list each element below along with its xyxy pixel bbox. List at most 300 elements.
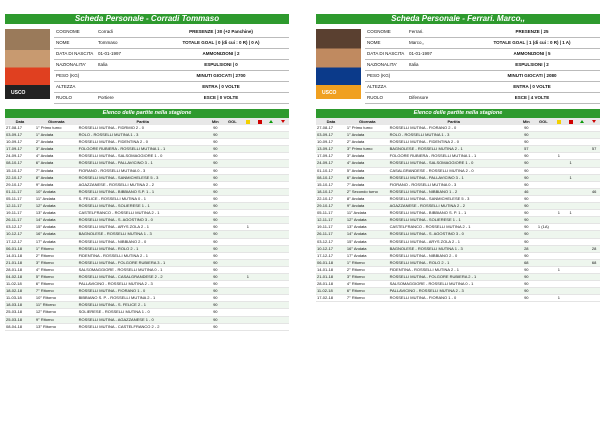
- yellow-cards-cell: [553, 139, 565, 146]
- player-photo: [5, 29, 50, 99]
- sub-in-cell: [265, 210, 277, 217]
- table-row: [316, 266, 600, 273]
- matchday-cell: 14° Andata: [346, 231, 389, 238]
- table-row: [5, 132, 289, 139]
- yellow-cards-cell: [242, 252, 254, 259]
- sub-out-cell: [588, 181, 600, 188]
- sub-out-cell: [588, 288, 600, 295]
- sub-in-cell: [265, 132, 277, 139]
- goals-cell: [223, 139, 242, 146]
- info-label: RUOLO: [367, 95, 384, 100]
- matchday-cell: 3° Andata: [35, 146, 78, 153]
- goals-cell: [534, 188, 553, 195]
- minutes-cell: 90: [208, 139, 223, 146]
- table-row: [316, 125, 600, 132]
- yellow-cards-cell: [242, 316, 254, 323]
- date-cell: 17-12-17: [5, 238, 35, 245]
- yellow-cards-cell: [553, 174, 565, 181]
- red-cards-cell: [254, 231, 266, 238]
- match-cell: ROSSELLI MUTINA - ROLO 2 - 1: [389, 259, 519, 266]
- yellow-cards-cell: [553, 231, 565, 238]
- info-value: [98, 82, 153, 92]
- table-row: [316, 281, 600, 288]
- info-stat: MINUTI GIOCATI | 2700: [196, 73, 246, 78]
- sub-in-cell: [265, 259, 277, 266]
- info-value: Portiere: [98, 95, 114, 100]
- table-row: [316, 160, 600, 167]
- sub-out-cell: [277, 195, 289, 202]
- sub-in-cell: [265, 288, 277, 295]
- match-cell: AGAZZANESE - ROSSELLI MUTINA 2 - 2: [78, 181, 208, 188]
- sub-out-cell: [588, 174, 600, 181]
- minutes-cell: 90: [519, 139, 534, 146]
- red-cards-cell: [254, 167, 266, 174]
- info-value: Difensore: [409, 95, 429, 100]
- yellow-cards-cell: [242, 146, 254, 153]
- goals-cell: [223, 125, 242, 132]
- info-label: NAZIONALITA': [56, 62, 87, 67]
- yellow-cards-cell: [242, 210, 254, 217]
- minutes-cell: 90: [519, 181, 534, 188]
- minutes-cell: 90: [519, 153, 534, 160]
- sub-out-cell: [277, 309, 289, 316]
- matchday-cell: 7° Ritorno: [346, 295, 389, 302]
- table-row: [316, 295, 600, 302]
- minutes-cell: 90: [208, 174, 223, 181]
- matchday-cell: 10° Andata: [35, 188, 78, 195]
- card-title: Scheda Personale - Ferrari. Marco,,: [316, 14, 600, 24]
- red-cards-cell: [565, 167, 577, 174]
- table-row: [316, 231, 600, 238]
- minutes-cell: 90: [208, 288, 223, 295]
- matchday-cell: 2° Andata: [35, 139, 78, 146]
- sponsor-logo: USCO: [11, 90, 26, 96]
- table-row: [5, 139, 289, 146]
- goals-cell: [223, 302, 242, 309]
- yellow-cards-cell: [553, 146, 565, 153]
- red-cards-cell: [565, 238, 577, 245]
- sub-in-cell: [265, 273, 277, 280]
- table-row: [316, 153, 600, 160]
- sub-in-cell: [576, 252, 588, 259]
- sub-in-cell: [265, 217, 277, 224]
- table-row: [5, 217, 289, 224]
- matches-heading: Elenco delle partite nella stagione: [316, 109, 600, 118]
- matchday-cell: 3° Ritorno: [346, 273, 389, 280]
- minutes-cell: 90: [519, 174, 534, 181]
- sub-in-cell: [576, 266, 588, 273]
- yellow-cards-cell: 1: [242, 224, 254, 231]
- table-row: [5, 146, 289, 153]
- sub-in-cell: [576, 273, 588, 280]
- date-cell: 11-02-18: [316, 288, 346, 295]
- table-row: [5, 273, 289, 280]
- yellow-cards-cell: [242, 160, 254, 167]
- matchday-cell: 11° Andata: [35, 195, 78, 202]
- table-row: [316, 174, 600, 181]
- date-cell: 24-09-17: [5, 153, 35, 160]
- date-cell: 22-10-17: [5, 174, 35, 181]
- yellow-cards-cell: [242, 288, 254, 295]
- date-cell: 06-01-18: [316, 259, 346, 266]
- match-cell: ROSSELLI MUTINA - ROLO 2 - 1: [78, 245, 208, 252]
- red-cards-cell: [565, 259, 577, 266]
- goals-cell: [223, 238, 242, 245]
- table-row: [316, 245, 600, 252]
- matches-heading: Elenco delle partite nella stagione: [5, 109, 289, 118]
- sub-out-cell: [277, 245, 289, 252]
- date-cell: 12-11-17: [5, 203, 35, 210]
- matchday-cell: 9° Andata: [35, 181, 78, 188]
- table-row: [5, 316, 289, 323]
- arrow-up-icon: [265, 118, 277, 125]
- goals-cell: [534, 132, 553, 139]
- goals-cell: [534, 231, 553, 238]
- minutes-cell: 57: [519, 146, 534, 153]
- goals-cell: [223, 188, 242, 195]
- yellow-cards-cell: [553, 203, 565, 210]
- player-card-corradi: [5, 14, 289, 331]
- sub-in-cell: [576, 295, 588, 302]
- yellow-cards-cell: [553, 273, 565, 280]
- column-header-match: Partita: [389, 118, 519, 125]
- sub-in-cell: [265, 174, 277, 181]
- yellow-cards-cell: [242, 195, 254, 202]
- red-cards-cell: [254, 273, 266, 280]
- goals-cell: [223, 195, 242, 202]
- goals-cell: [534, 203, 553, 210]
- sub-out-cell: [588, 160, 600, 167]
- date-cell: 24-09-17: [316, 160, 346, 167]
- red-cards-cell: [254, 153, 266, 160]
- info-value: [409, 82, 464, 92]
- minutes-cell: 90: [519, 238, 534, 245]
- sub-out-cell: [588, 224, 600, 231]
- info-row: [365, 38, 600, 49]
- yellow-cards-cell: [553, 217, 565, 224]
- yellow-cards-cell: [242, 309, 254, 316]
- sub-in-cell: [576, 195, 588, 202]
- minutes-cell: 90: [208, 266, 223, 273]
- minutes-cell: 90: [208, 309, 223, 316]
- red-cards-cell: [565, 252, 577, 259]
- sub-out-cell: [588, 153, 600, 160]
- red-cards-cell: [254, 160, 266, 167]
- red-cards-cell: [254, 295, 266, 302]
- yellow-cards-cell: [553, 188, 565, 195]
- info-value: Tommaso: [98, 40, 118, 45]
- minutes-cell: 90: [208, 273, 223, 280]
- sub-out-cell: [277, 153, 289, 160]
- sub-in-cell: [265, 323, 277, 330]
- minutes-cell: 90: [519, 281, 534, 288]
- match-cell: ROSSELLI MUTINA - S. AGOSTINO 3 - 0: [78, 217, 208, 224]
- goals-cell: [223, 203, 242, 210]
- sub-out-cell: [588, 273, 600, 280]
- minutes-cell: 90: [208, 188, 223, 195]
- date-cell: 15-10-17: [5, 167, 35, 174]
- minutes-cell: 90: [519, 224, 534, 231]
- sub-in-cell: [576, 160, 588, 167]
- goals-cell: [223, 210, 242, 217]
- sub-in-cell: [576, 281, 588, 288]
- match-cell: ROLO - ROSSELLI MUTINA 1 - 3: [389, 132, 519, 139]
- sub-in-cell: [265, 238, 277, 245]
- yellow-cards-cell: 1: [553, 210, 565, 217]
- red-cards-cell: [565, 181, 577, 188]
- sub-out-cell: [277, 295, 289, 302]
- info-row: [365, 49, 600, 60]
- sub-out-cell: [277, 181, 289, 188]
- table-row: [5, 160, 289, 167]
- yellow-cards-cell: [242, 153, 254, 160]
- matchday-cell: 1° Ritorno: [35, 245, 78, 252]
- match-cell: S. FELICE - ROSSELLI MUTINA 0 - 1: [78, 195, 208, 202]
- info-value: 01-01-1997: [98, 51, 122, 56]
- info-label: NOME: [367, 40, 381, 45]
- info-stat: ESPULSIONI | 2: [515, 62, 549, 67]
- arrow-up-icon: [576, 118, 588, 125]
- info-row: [54, 49, 289, 60]
- goals-cell: [223, 288, 242, 295]
- matchday-cell: 11° Ritorno: [35, 302, 78, 309]
- sub-out-cell: [277, 259, 289, 266]
- red-cards-cell: [254, 195, 266, 202]
- match-cell: CASALGRANDESE - ROSSELLI MUTINA 2 - 0: [389, 167, 519, 174]
- goals-cell: [223, 160, 242, 167]
- table-row: [316, 210, 600, 217]
- info-stat: ESCE | 0 VOLTE: [203, 95, 239, 100]
- date-cell: 19-11-17: [316, 224, 346, 231]
- matchday-cell: 3° Primo turno: [346, 146, 389, 153]
- sub-in-cell: [265, 125, 277, 132]
- matchday-cell: 2° Andata: [346, 139, 389, 146]
- sub-in-cell: [265, 302, 277, 309]
- minutes-cell: 90: [208, 167, 223, 174]
- info-label: ALTEZZA: [56, 84, 76, 89]
- sponsor-logo: USCO: [322, 90, 337, 96]
- matchday-cell: 1° Primo turno: [35, 125, 78, 132]
- minutes-cell: 90: [208, 181, 223, 188]
- goals-cell: [223, 259, 242, 266]
- goals-cell: 1 (1A): [534, 224, 553, 231]
- minutes-cell: 68: [519, 259, 534, 266]
- sub-in-cell: [265, 309, 277, 316]
- yellow-cards-cell: [553, 195, 565, 202]
- minutes-cell: 90: [208, 146, 223, 153]
- sub-out-cell: [277, 174, 289, 181]
- sub-in-cell: [265, 203, 277, 210]
- match-cell: SOLIERESE - ROSSELLI MUTINA 1 - 0: [78, 309, 208, 316]
- match-cell: ROSSELLI MUTINA - NIBBIANO 2 - 0: [78, 238, 208, 245]
- sub-out-cell: [588, 167, 600, 174]
- column-header-match: Partita: [78, 118, 208, 125]
- yellow-cards-cell: 1: [553, 266, 565, 273]
- sub-out-cell: [277, 139, 289, 146]
- sub-out-cell: [277, 224, 289, 231]
- goals-cell: [534, 181, 553, 188]
- info-grid: [365, 27, 600, 107]
- matchday-cell: 16° Andata: [346, 245, 389, 252]
- date-cell: 05-11-17: [5, 195, 35, 202]
- matchday-cell: 2° Ritorno: [35, 252, 78, 259]
- red-cards-cell: [565, 125, 577, 132]
- column-header-date: Data: [316, 118, 346, 125]
- goals-cell: [223, 224, 242, 231]
- sub-in-cell: [576, 146, 588, 153]
- matchday-cell: 2° Secondo turno: [346, 188, 389, 195]
- sub-out-cell: [277, 210, 289, 217]
- yellow-cards-cell: [553, 160, 565, 167]
- match-cell: PALLAVICINO - ROSSELLI MUTINA 2 - 3: [78, 281, 208, 288]
- yellow-cards-cell: [553, 288, 565, 295]
- yellow-cards-cell: [242, 188, 254, 195]
- matchday-cell: 7° Andata: [35, 167, 78, 174]
- matchday-cell: 1° Ritorno: [346, 259, 389, 266]
- matchday-cell: 12° Ritorno: [35, 309, 78, 316]
- minutes-cell: 90: [519, 266, 534, 273]
- yellow-cards-cell: [553, 181, 565, 188]
- sub-out-cell: [277, 231, 289, 238]
- red-cards-cell: [254, 174, 266, 181]
- sub-in-cell: [576, 174, 588, 181]
- red-cards-cell: [254, 210, 266, 217]
- goals-cell: [534, 139, 553, 146]
- match-cell: ROSSELLI MUTINA - NIBBIANO 1 - 2: [389, 188, 519, 195]
- date-cell: 27-08-17: [5, 125, 35, 132]
- matchday-cell: 12° Andata: [346, 217, 389, 224]
- minutes-cell: 90: [208, 281, 223, 288]
- minutes-cell: 90: [208, 302, 223, 309]
- table-row: [316, 203, 600, 210]
- date-cell: 03-12-17: [316, 238, 346, 245]
- match-cell: BIBBIANO S. P. - ROSSELLI MUTINA 2 - 1: [78, 295, 208, 302]
- date-cell: 29-10-17: [316, 203, 346, 210]
- goals-cell: [223, 146, 242, 153]
- table-header-row: [316, 118, 600, 125]
- arrow-down-icon: [277, 118, 289, 125]
- info-value: Marco,,: [409, 40, 425, 45]
- info-label: PESO (KG): [367, 73, 391, 78]
- goals-cell: [534, 295, 553, 302]
- table-header-row: [5, 118, 289, 125]
- sub-in-cell: [576, 125, 588, 132]
- table-row: [5, 323, 289, 330]
- info-stat: TOTALE GOAL | 0 (di cui : 0 R) | 0 A): [182, 40, 260, 45]
- match-cell: ROSSELLI MUTINA - FIORANO 1 - 0: [78, 288, 208, 295]
- matchday-cell: 5° Andata: [346, 167, 389, 174]
- date-cell: 14-01-18: [316, 266, 346, 273]
- date-cell: 17-02-18: [316, 295, 346, 302]
- sub-out-cell: [277, 160, 289, 167]
- matchday-cell: 4° Andata: [35, 153, 78, 160]
- card-title: Scheda Personale - Corradi Tommaso: [5, 14, 289, 24]
- red-card-icon: [565, 118, 577, 125]
- red-cards-cell: [254, 181, 266, 188]
- match-cell: ROSSELLI MUTINA - FIDENTINA 2 - 0: [78, 139, 208, 146]
- matchday-cell: 6° Ritorno: [35, 281, 78, 288]
- table-row: [5, 195, 289, 202]
- yellow-cards-cell: [553, 245, 565, 252]
- table-row: [316, 132, 600, 139]
- date-cell: 13-09-17: [316, 146, 346, 153]
- goals-cell: [223, 309, 242, 316]
- info-row: [54, 38, 289, 49]
- goals-cell: [223, 132, 242, 139]
- match-cell: ROSSELLI MUTINA - FOLGORE RUBIERA 2 - 1: [389, 273, 519, 280]
- date-cell: 18-03-18: [5, 302, 35, 309]
- red-cards-cell: [565, 224, 577, 231]
- matchday-cell: 9° Andata: [346, 203, 389, 210]
- match-cell: ROSSELLI MUTINA - SOLIERESE 1 - 1: [78, 203, 208, 210]
- info-value: [409, 71, 464, 81]
- goals-cell: [534, 281, 553, 288]
- minutes-cell: 90: [519, 252, 534, 259]
- date-cell: 14-01-18: [5, 252, 35, 259]
- sub-out-cell: [588, 238, 600, 245]
- sub-in-cell: [576, 153, 588, 160]
- red-cards-cell: [565, 295, 577, 302]
- yellow-cards-cell: [242, 167, 254, 174]
- info-row: [54, 27, 289, 38]
- date-cell: 19-11-17: [5, 210, 35, 217]
- matchday-cell: 10° Ritorno: [35, 295, 78, 302]
- info-stat: PRESENZE | 30 (+2 Panchine): [189, 29, 253, 34]
- table-row: [316, 224, 600, 231]
- red-cards-cell: [565, 132, 577, 139]
- minutes-cell: 90: [519, 295, 534, 302]
- red-cards-cell: [254, 238, 266, 245]
- red-cards-cell: [254, 139, 266, 146]
- table-row: [5, 259, 289, 266]
- info-stat: ENTRA | 0 VOLTE: [513, 84, 551, 89]
- table-row: [316, 146, 600, 153]
- sub-out-cell: [277, 302, 289, 309]
- info-label: DATA DI NASCITA: [56, 51, 94, 56]
- sub-out-cell: [588, 210, 600, 217]
- date-cell: 17-09-17: [5, 146, 35, 153]
- minutes-cell: 90: [208, 217, 223, 224]
- info-row: [365, 71, 600, 82]
- table-row: [316, 188, 600, 195]
- yellow-cards-cell: [242, 295, 254, 302]
- matchday-cell: 4° Ritorno: [346, 281, 389, 288]
- yellow-cards-cell: 1: [242, 273, 254, 280]
- match-cell: AGAZZANESE - ROSSELLI MUTINA 2 - 2: [389, 203, 519, 210]
- minutes-cell: 90: [519, 217, 534, 224]
- red-cards-cell: [254, 252, 266, 259]
- yellow-cards-cell: [553, 167, 565, 174]
- matchday-cell: 15° Andata: [35, 224, 78, 231]
- sub-in-cell: [265, 146, 277, 153]
- goals-cell: [223, 316, 242, 323]
- matchday-cell: 15° Andata: [346, 238, 389, 245]
- minutes-cell: 90: [519, 125, 534, 132]
- red-cards-cell: [254, 309, 266, 316]
- goals-cell: [223, 273, 242, 280]
- minutes-cell: 90: [519, 195, 534, 202]
- date-cell: 10-12-17: [316, 245, 346, 252]
- date-cell: 08-10-17: [5, 160, 35, 167]
- matchday-cell: 4° Andata: [346, 160, 389, 167]
- goals-cell: [534, 195, 553, 202]
- player-info: [316, 27, 600, 107]
- match-cell: ROSSELLI MUTINA - PALLAVICINO 3 - 1: [389, 174, 519, 181]
- goals-cell: [534, 153, 553, 160]
- matchday-cell: 7° Ritorno: [35, 288, 78, 295]
- column-header-minutes: Min: [519, 118, 534, 125]
- red-cards-cell: [254, 266, 266, 273]
